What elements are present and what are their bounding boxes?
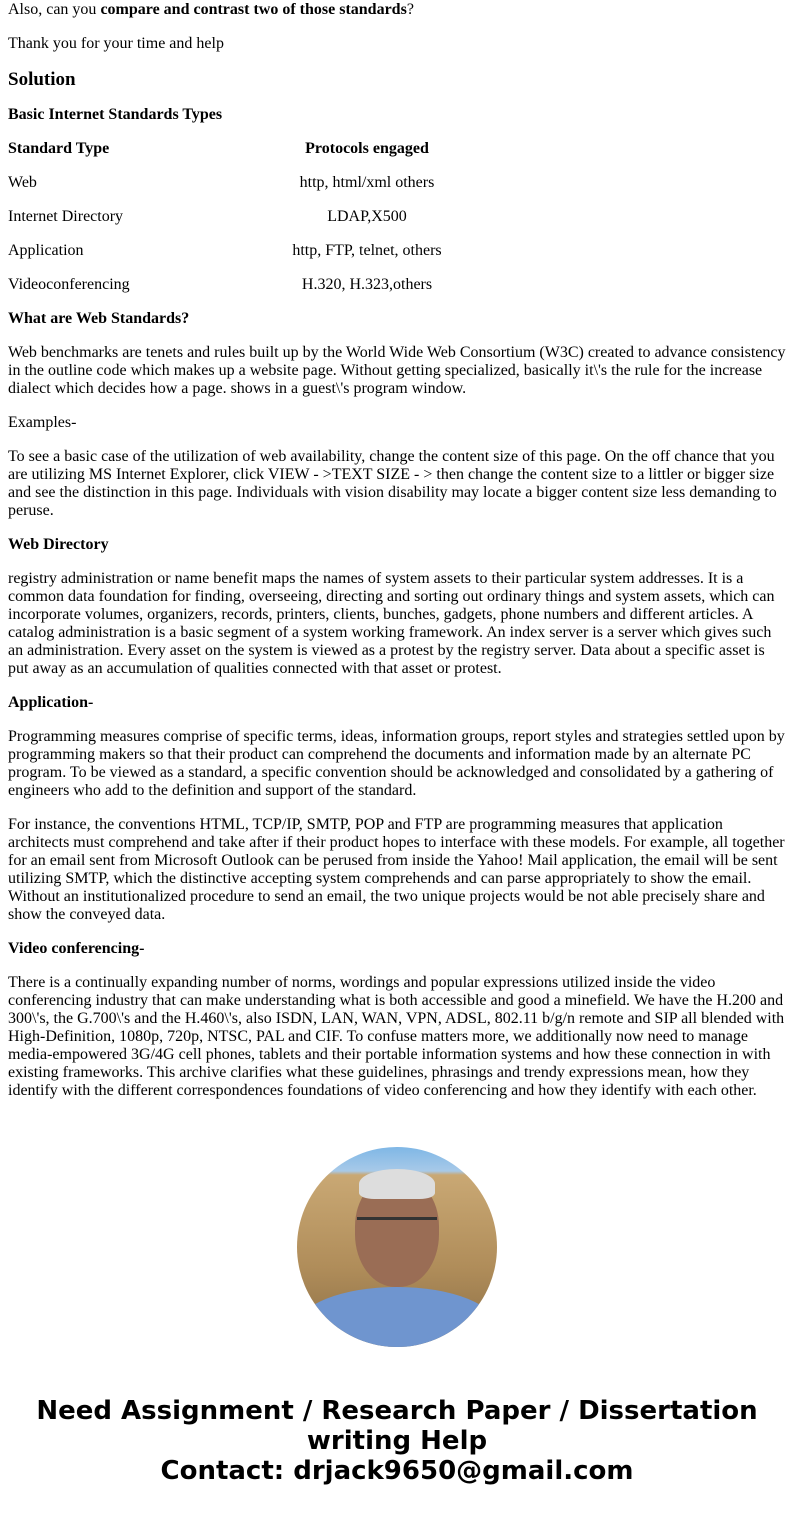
header-protocols: Protocols engaged: [305, 140, 429, 157]
application-heading-text: Application-: [8, 694, 94, 711]
header-standard-type: Standard Type: [8, 140, 110, 157]
author-photo-container: [0, 1147, 794, 1347]
directory-paragraph: registry administration or name benefit maps the names of system assets to their particular system addresses. It is a common data foundation for finding, overseeing, directing and sorting out ordinary things and system assets, which can incorporate volumes, organizers, records, printers, clients, bunches, gadgets, phone numbers and different articles. A catalog administration is a basic segment of a system working framework. An index server is a server which gives such an administration. Every asset on the system is viewed as a protest by the registry server. Data about a specific asset is put away as an accumulation of qualities connected with that asset or protest.: [8, 570, 775, 677]
table-row: [8, 242, 786, 260]
table-row: [8, 276, 786, 294]
application-paragraph-1: Programming measures comprise of specific terms, ideas, information groups, report styles and strategies settled upon by programming makers so that their product can comprehend the documents and information made by an alternate PC program. To be viewed as a standard, a specific convention should be acknowledged and consolidated by a gathering of engineers who add to the definition and support of the standard.: [8, 728, 785, 799]
table-row: [8, 208, 786, 226]
footer-line-1: Need Assignment / Research Paper / Dissertation writing Help: [36, 1396, 758, 1456]
cell-type: Application: [8, 242, 84, 259]
solution-heading: Solution: [8, 69, 76, 90]
examples-label: Examples-: [8, 414, 77, 431]
cell-protocols: LDAP,X500: [327, 208, 407, 225]
video-heading: [8, 940, 786, 958]
video-paragraph: There is a continually expanding number of norms, wordings and popular expressions utilized inside the video conferencing industry that can make understanding what is both accessible and good a minefield. We have the H.200 and 300\'s, the G.700\'s and the H.460\'s, also ISDN, LAN, WAN, VPN, ADSL, 802.11 b/g/n remote and SIP all blended with High-Definition, 1080p, 720p, NTSC, PAL and CIF. To confuse matters more, we additionally now need to manage media-empowered 3G/4G cell phones, tablets and their portable information systems and how these connection in with existing frameworks. This archive clarifies what these guidelines, phrasings and trendy expressions mean, how they identify with the different correspondences foundations of video conferencing and how they identify with each other.: [8, 974, 785, 1099]
cell-protocols: H.320, H.323,others: [301, 276, 433, 293]
web-heading: [8, 310, 786, 328]
application-heading: [8, 694, 786, 712]
cell-protocols: http, FTP, telnet, others: [292, 242, 442, 259]
cell-type: Videoconferencing: [8, 276, 130, 293]
directory-heading-text: Web Directory: [8, 536, 109, 553]
photo-shirt: [297, 1287, 497, 1347]
table-title-text: Basic Internet Standards Types: [8, 106, 223, 123]
table-row: [8, 174, 786, 192]
question-suffix: ?: [406, 1, 414, 18]
question-text: [8, 1, 786, 19]
photo-hair: [359, 1169, 435, 1199]
web-paragraph-2: To see a basic case of the utilization of web availability, change the content size of this page. On the off chance that you are utilizing MS Internet Explorer, click VIEW - >TEXT SIZE - > then change the content size to a littler or bigger size and see the distinction in this page. Individuals with vision disability may locate a bigger content size less demanding to peruse.: [8, 448, 777, 519]
table-title: [8, 106, 786, 124]
cell-type: Internet Directory: [8, 208, 124, 225]
footer-contact: Contact: drjack9650@gmail.com: [160, 1456, 634, 1486]
question-bold: compare and contrast two of those standards: [100, 1, 407, 18]
author-photo: [297, 1147, 497, 1347]
cell-protocols: http, html/xml others: [299, 174, 435, 191]
application-paragraph-2: For instance, the conventions HTML, TCP/IP, SMTP, POP and FTP are programming measures that application architects must comprehend and take after if their product hopes to interface with these models. For example, all together for an email sent from Microsoft Outlook can be perused from inside the Yahoo! Mail application, the email will be sent utilizing SMTP, which the distinctive accepting system comprehends and can parse appropriately to show the email. Without an institutionalized procedure to send an email, the two unique projects would be not able precisely share and show the conveyed data.: [8, 816, 785, 923]
footer-promo: [0, 1396, 794, 1486]
web-heading-text: What are Web Standards?: [8, 310, 190, 327]
video-heading-text: Video conferencing-: [8, 940, 145, 957]
photo-glasses: [357, 1217, 437, 1242]
question-prefix: Also, can you: [8, 1, 101, 18]
cell-type: Web: [8, 174, 37, 191]
directory-heading: [8, 536, 786, 554]
web-paragraph-1: Web benchmarks are tenets and rules built up by the World Wide Web Consortium (W3C) created to advance consistency in the outline code which makes up a website page. Without getting specialized, basically it\'s the rule for the increase dialect which decides how a page. shows in a guest\'s program window.: [8, 344, 786, 397]
thanks-text: Thank you for your time and help: [8, 35, 224, 52]
table-header: [8, 140, 786, 158]
